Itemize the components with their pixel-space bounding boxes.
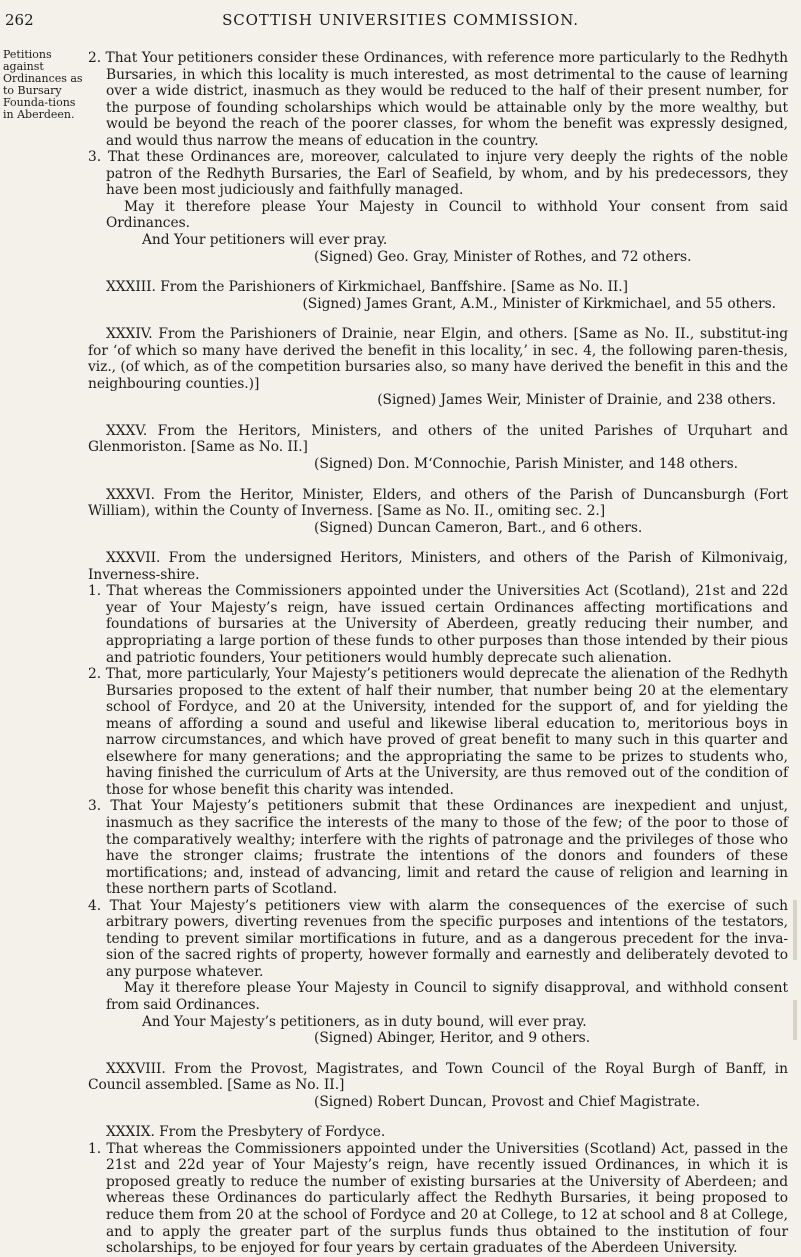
margin-note: Petitions against Ordinances as to Bursary Founda-tions in Aberdeen. — [3, 48, 83, 121]
paragraph: 2. That Your petitioners consider these Ordinances, with reference more particularly to the Redhyth Bursaries, in which this locality is much interested, as most detrimental to the cause of learning over a wide district, inasmuch as they would be reduced to the half of their present number, for the purpose of founding scholarships which would be attainable only by the more wealthy, but would be beyond the reach of the poorer classes, for whom the benefit was expressly designed, and would thus narrow the means of education in the country. — [88, 50, 788, 149]
signature-line: (Signed) Geo. Gray, Minister of Rothes, and 72 others. — [314, 248, 692, 265]
paragraph: 1. That whereas the Commissioners appointed under the Universities Act (Scotland), 21st and 22d year of Your Majesty’s reign, have issued certain Ordinances affecting mortifications and foundations of bursaries at the University of Aberdeen, greatly reducing their number, and appropriating a large portion of these funds to other purposes than those intended by their pious and patriotic founders, Your petitioners would humbly deprecate such alienation. — [88, 583, 788, 666]
paragraph: 4. That Your Majesty’s petitioners view with alarm the consequences of the exercise of such arbitrary powers, diverting revenues from the specific purposes and intentions of the testators, tending to prevent similar mortifications in future, and as a dangerous precedent for the inva-sion of the sacred rights of property, however formally and earnestly and deliberately devoted to any purpose whatever. — [88, 897, 788, 980]
edge-mark — [793, 1000, 797, 1040]
petition-heading: XXXV. From the Heritors, Ministers, and others of the united Parishes of Urquhart and Glenmoriston. [Same as No. II.] — [88, 422, 788, 456]
petition-heading: XXXVI. From the Heritor, Minister, Elders, and others of the Parish of Duncansburgh (Fort William), within the County of Inverness. [Same as No. II., omiting sec. 2.] — [88, 486, 788, 520]
signature-line: (Signed) Abinger, Heritor, and 9 others. — [314, 1030, 591, 1047]
petition-heading: XXXIX. From the Presbytery of Fordyce. — [106, 1124, 386, 1141]
paragraph: 3. That these Ordinances are, moreover, calculated to injure very deeply the rights of the noble patron of the Redhyth Bursaries, the Earl of Seafield, by whom, and by his predecessors, they have been most judiciously and faithfully managed. — [88, 149, 788, 199]
petition-heading: XXXVII. From the undersigned Heritors, Ministers, and others of the Parish of Kilmonivaig, Inverness-shire. — [88, 550, 788, 583]
document-body — [88, 50, 788, 1257]
petition-heading: XXXIII. From the Parishioners of Kirkmichael, Banffshire. [Same as No. II.] — [106, 279, 628, 296]
page-number: 262 — [5, 11, 34, 29]
paragraph: 2. That, more particularly, Your Majesty’s petitioners would deprecate the alienation of the Redhyth Bursaries proposed to the extent of half their number, that number being 20 at the elementary school of Fordyce, and 20 at the University, intended for the support of, and for yielding the means of affording a sound and useful and likewise liberal education to, meritorious boys in narrow circumstances, and which have proved of great benefit to many such in this quarter and elsewhere for many generations; and the appropriating the same to be prizes to students who, having finished the curriculum of Arts at the University, are thus removed out of the condition of those for whose benefit this charity was intended. — [88, 666, 788, 798]
edge-mark — [793, 900, 797, 960]
petition-heading: XXXIV. From the Parishioners of Drainie, near Elgin, and others. [Same as No. II., substitut-ing for ‘of which so many have derived the benefit in this locality,’ in sec. 4, the following paren-thesis, viz., (of which, as of the competition bursaries also, so many have derived the benefit in this and the neighbouring counties.)] — [88, 326, 788, 392]
running-title: SCOTTISH UNIVERSITIES COMMISSION. — [222, 11, 579, 29]
signature-line: (Signed) James Weir, Minister of Drainie, and 238 others. — [377, 392, 776, 409]
paragraph: May it therefore please Your Majesty in Council to signify disapproval, and withhold consent from said Ordinances. — [106, 980, 788, 1013]
signature-line: (Signed) James Grant, A.M., Minister of Kirkmichael, and 55 others. — [302, 295, 776, 312]
page-header — [0, 11, 801, 31]
paragraph: 3. That Your Majesty’s petitioners submit that these Ordinances are inexpedient and unjust, inasmuch as they sacrifice the interests of the many to those of the few; of the poor to those of the comparatively wealthy; interfere with the rights of patronage and the privileges of those who have the stronger claims; frustrate the intentions of the donors and founders of these mortifications; and, instead of advancing, limit and retard the cause of religion and learning in these northern parts of Scotland. — [88, 798, 788, 898]
paragraph: And Your petitioners will ever pray. — [142, 232, 388, 249]
paragraph: And Your Majesty’s petitioners, as in duty bound, will ever pray. — [142, 1013, 587, 1030]
signature-line: (Signed) Duncan Cameron, Bart., and 6 others. — [314, 519, 643, 536]
signature-line: (Signed) Don. M‘Connochie, Parish Minister, and 148 others. — [314, 456, 738, 473]
paragraph: May it therefore please Your Majesty in Council to withhold Your consent from said Ordinances. — [106, 198, 788, 232]
signature-line: (Signed) Robert Duncan, Provost and Chief Magistrate. — [314, 1093, 701, 1110]
paragraph: 1. That whereas the Commissioners appointed under the Universities (Scotland) Act, passed in the 21st and 22d year of Your Majesty’s reign, have recently issued Ordinances, in which it is proposed greatly to reduce the number of existing bursaries at the University of Aberdeen; and whereas these Ordinances do particularly affect the Redhyth Bursaries, it being proposed to reduce them from 20 at the school of Fordyce and 20 at College, to 12 at school and 8 at College, and to apply the greater part of the surplus funds thus obtained to the institution of four scholarships, to be enjoyed for four years by certain graduates of the Aberdeen University. — [88, 1140, 788, 1257]
petition-heading: XXXVIII. From the Provost, Magistrates, and Town Council of the Royal Burgh of Banff, in Council assembled. [Same as No. II.] — [88, 1060, 788, 1094]
